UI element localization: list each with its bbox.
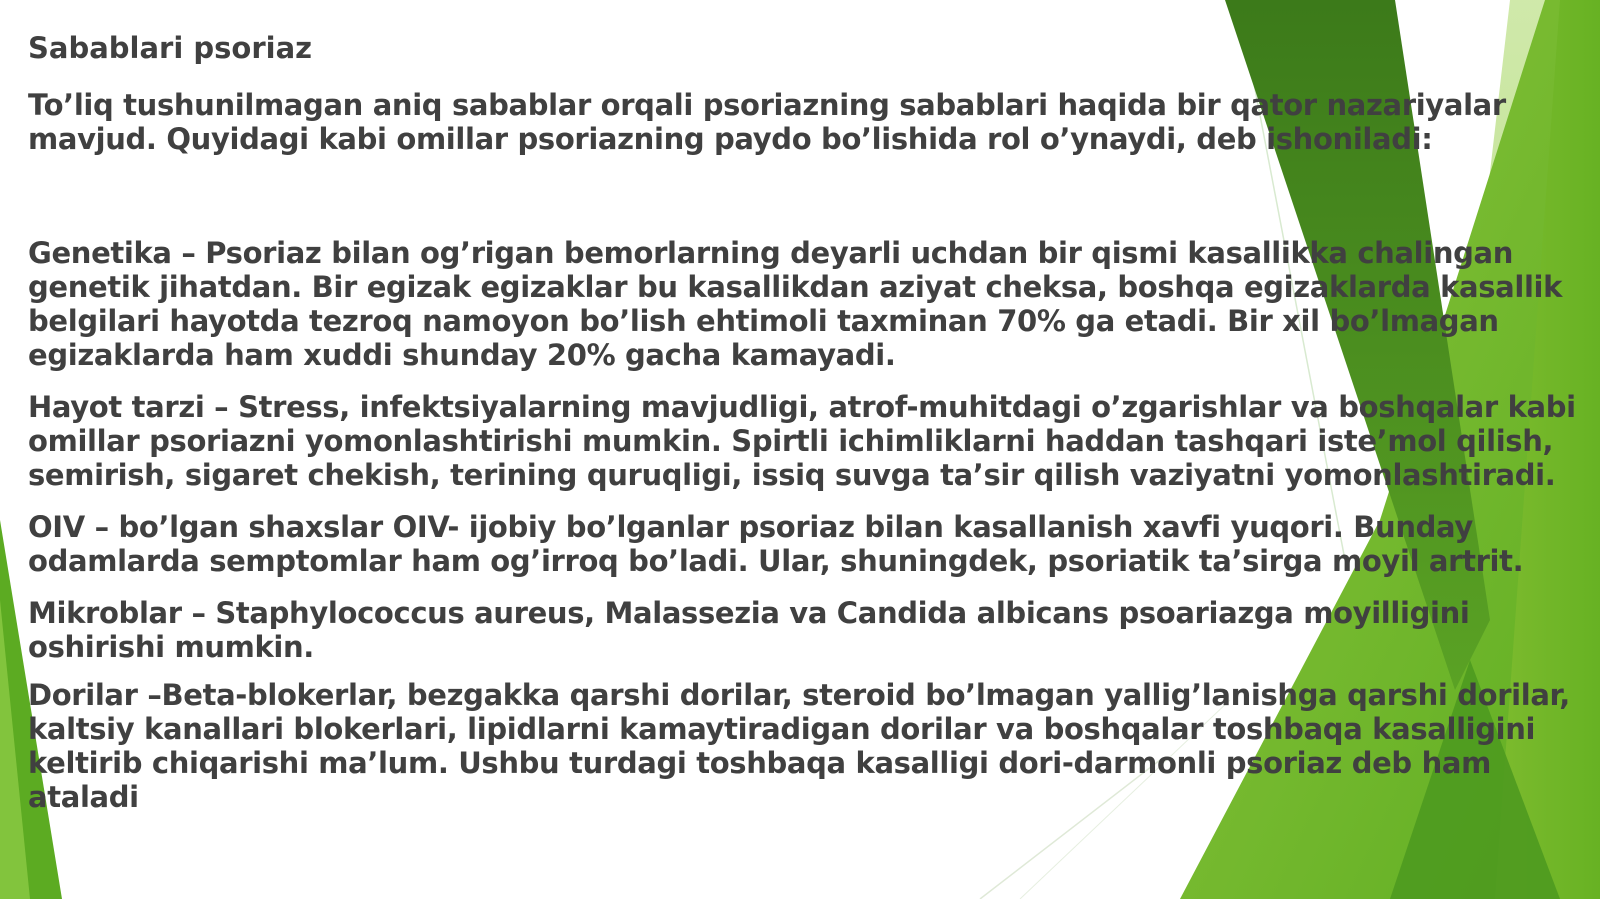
slide-title: Sabablari psoriaz bbox=[28, 31, 313, 65]
genetics-paragraph: Genetika – Psoriaz bilan og’rigan bemorlarning deyarli uchdan bir qismi kasallikka chalingan genetik jihatdan. Bir egizak egizaklar bu kasallikdan aziyat cheksa, boshqa egizaklarda kasallik belgilari hayotda tezroq namoyon bo’lish ehtimoli taxminan 70% ga etadi. Bir xil bo’lmagan egizaklarda ham xuddi shunday 20% gacha kamayadi. bbox=[28, 236, 1563, 372]
drugs-paragraph: Dorilar –Beta-blokerlar, bezgakka qarshi dorilar, steroid bo’lmagan yallig’lanishga qarshi dorilar, kaltsiy kanallari blokerlari, lipidlarni kamaytiradigan dorilar va boshqalar toshbaqa kasalligini keltirib chiqarishi ma’lum. Ushbu turdagi toshbaqa kasalligi dori-darmonli psoriaz deb ham ataladi bbox=[28, 678, 1570, 814]
hiv-paragraph: OIV – bo’lgan shaxslar OIV- ijobiy bo’lganlar psoriaz bilan kasallanish xavfi yuqori. Bunday odamlarda semptomlar ham og’irroq bo’ladi. Ular, shuningdek, psoriatik ta’sirga moyil artrit. bbox=[28, 510, 1524, 578]
intro-paragraph: To’liq tushunilmagan aniq sabablar orqali psoriazning sabablari haqida bir qator nazariyalar mavjud. Quyidagi kabi omillar psoriazning paydo bo’lishida rol o’ynaydi, deb ishoniladi: bbox=[28, 88, 1506, 156]
lifestyle-paragraph: Hayot tarzi – Stress, infektsiyalarning mavjudligi, atrof-muhitdagi o’zgarishlar va boshqalar kabi omillar psoriazni yomonlashtirishi mumkin. Spirtli ichimliklarni haddan tashqari iste’mol qilish, semirish, sigaret chekish, terining quruqligi, issiq suvga ta’sir qilish vaziyatni yomonlashtiradi. bbox=[28, 390, 1576, 492]
microbes-paragraph: Mikroblar – Staphylococcus aureus, Malassezia va Candida albicans psoariazga moyilligini oshirishi mumkin. bbox=[28, 596, 1470, 664]
slide-content bbox=[28, 28, 1578, 832]
